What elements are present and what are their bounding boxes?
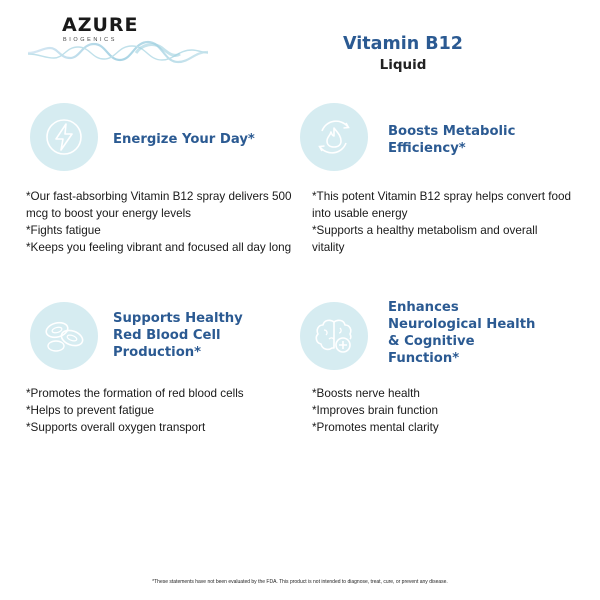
feature-blood-body: *Promotes the formation of red blood cells *Helps to prevent fatigue *Supports overall oxygen transport: [26, 387, 244, 434]
feature-neuro-body: *Boosts nerve health *Improves brain function *Promotes mental clarity: [312, 387, 439, 434]
brand-name: AZURE: [62, 14, 139, 36]
product-title-block: [330, 34, 476, 73]
feature-blood-title: Supports Healthy Red Blood Cell Production*: [113, 311, 243, 360]
flame-recycle-icon: [312, 115, 356, 159]
sound-wave-logo-icon: [28, 38, 208, 68]
energy-icon-badge: [30, 103, 98, 171]
lightning-bolt-icon: [43, 116, 85, 158]
feature-energy-title: Energize Your Day*: [113, 132, 255, 147]
brand-subtitle: BIOGENICS: [63, 37, 117, 43]
feature-neuro-title: Enhances Neurological Health & Cognitive Function*: [388, 300, 536, 366]
feature-metabolic-title: Boosts Metabolic Efficiency*: [388, 124, 516, 156]
feature-metabolic-body: *This potent Vitamin B12 spray helps convert food into usable energy *Supports a healthy metabolism and overall vitality: [312, 190, 572, 254]
brain-plus-icon: [312, 316, 356, 356]
product-subtitle: Liquid: [379, 57, 427, 73]
brain-icon-badge: [300, 302, 368, 370]
fda-disclaimer: *These statements have not been evaluated by the FDA. This product is not intended to diagnose, treat, cure, or prevent any disease.: [152, 579, 448, 585]
blood-cell-icon-badge: [30, 302, 98, 370]
red-blood-cells-icon: [41, 316, 87, 356]
feature-energy-body: *Our fast-absorbing Vitamin B12 spray delivers 500 mcg to boost your energy levels *Fights fatigue *Keeps you feeling vibrant and focused all day long: [26, 190, 292, 254]
metabolic-icon-badge: [300, 103, 368, 171]
product-title: Vitamin B12: [343, 34, 463, 54]
